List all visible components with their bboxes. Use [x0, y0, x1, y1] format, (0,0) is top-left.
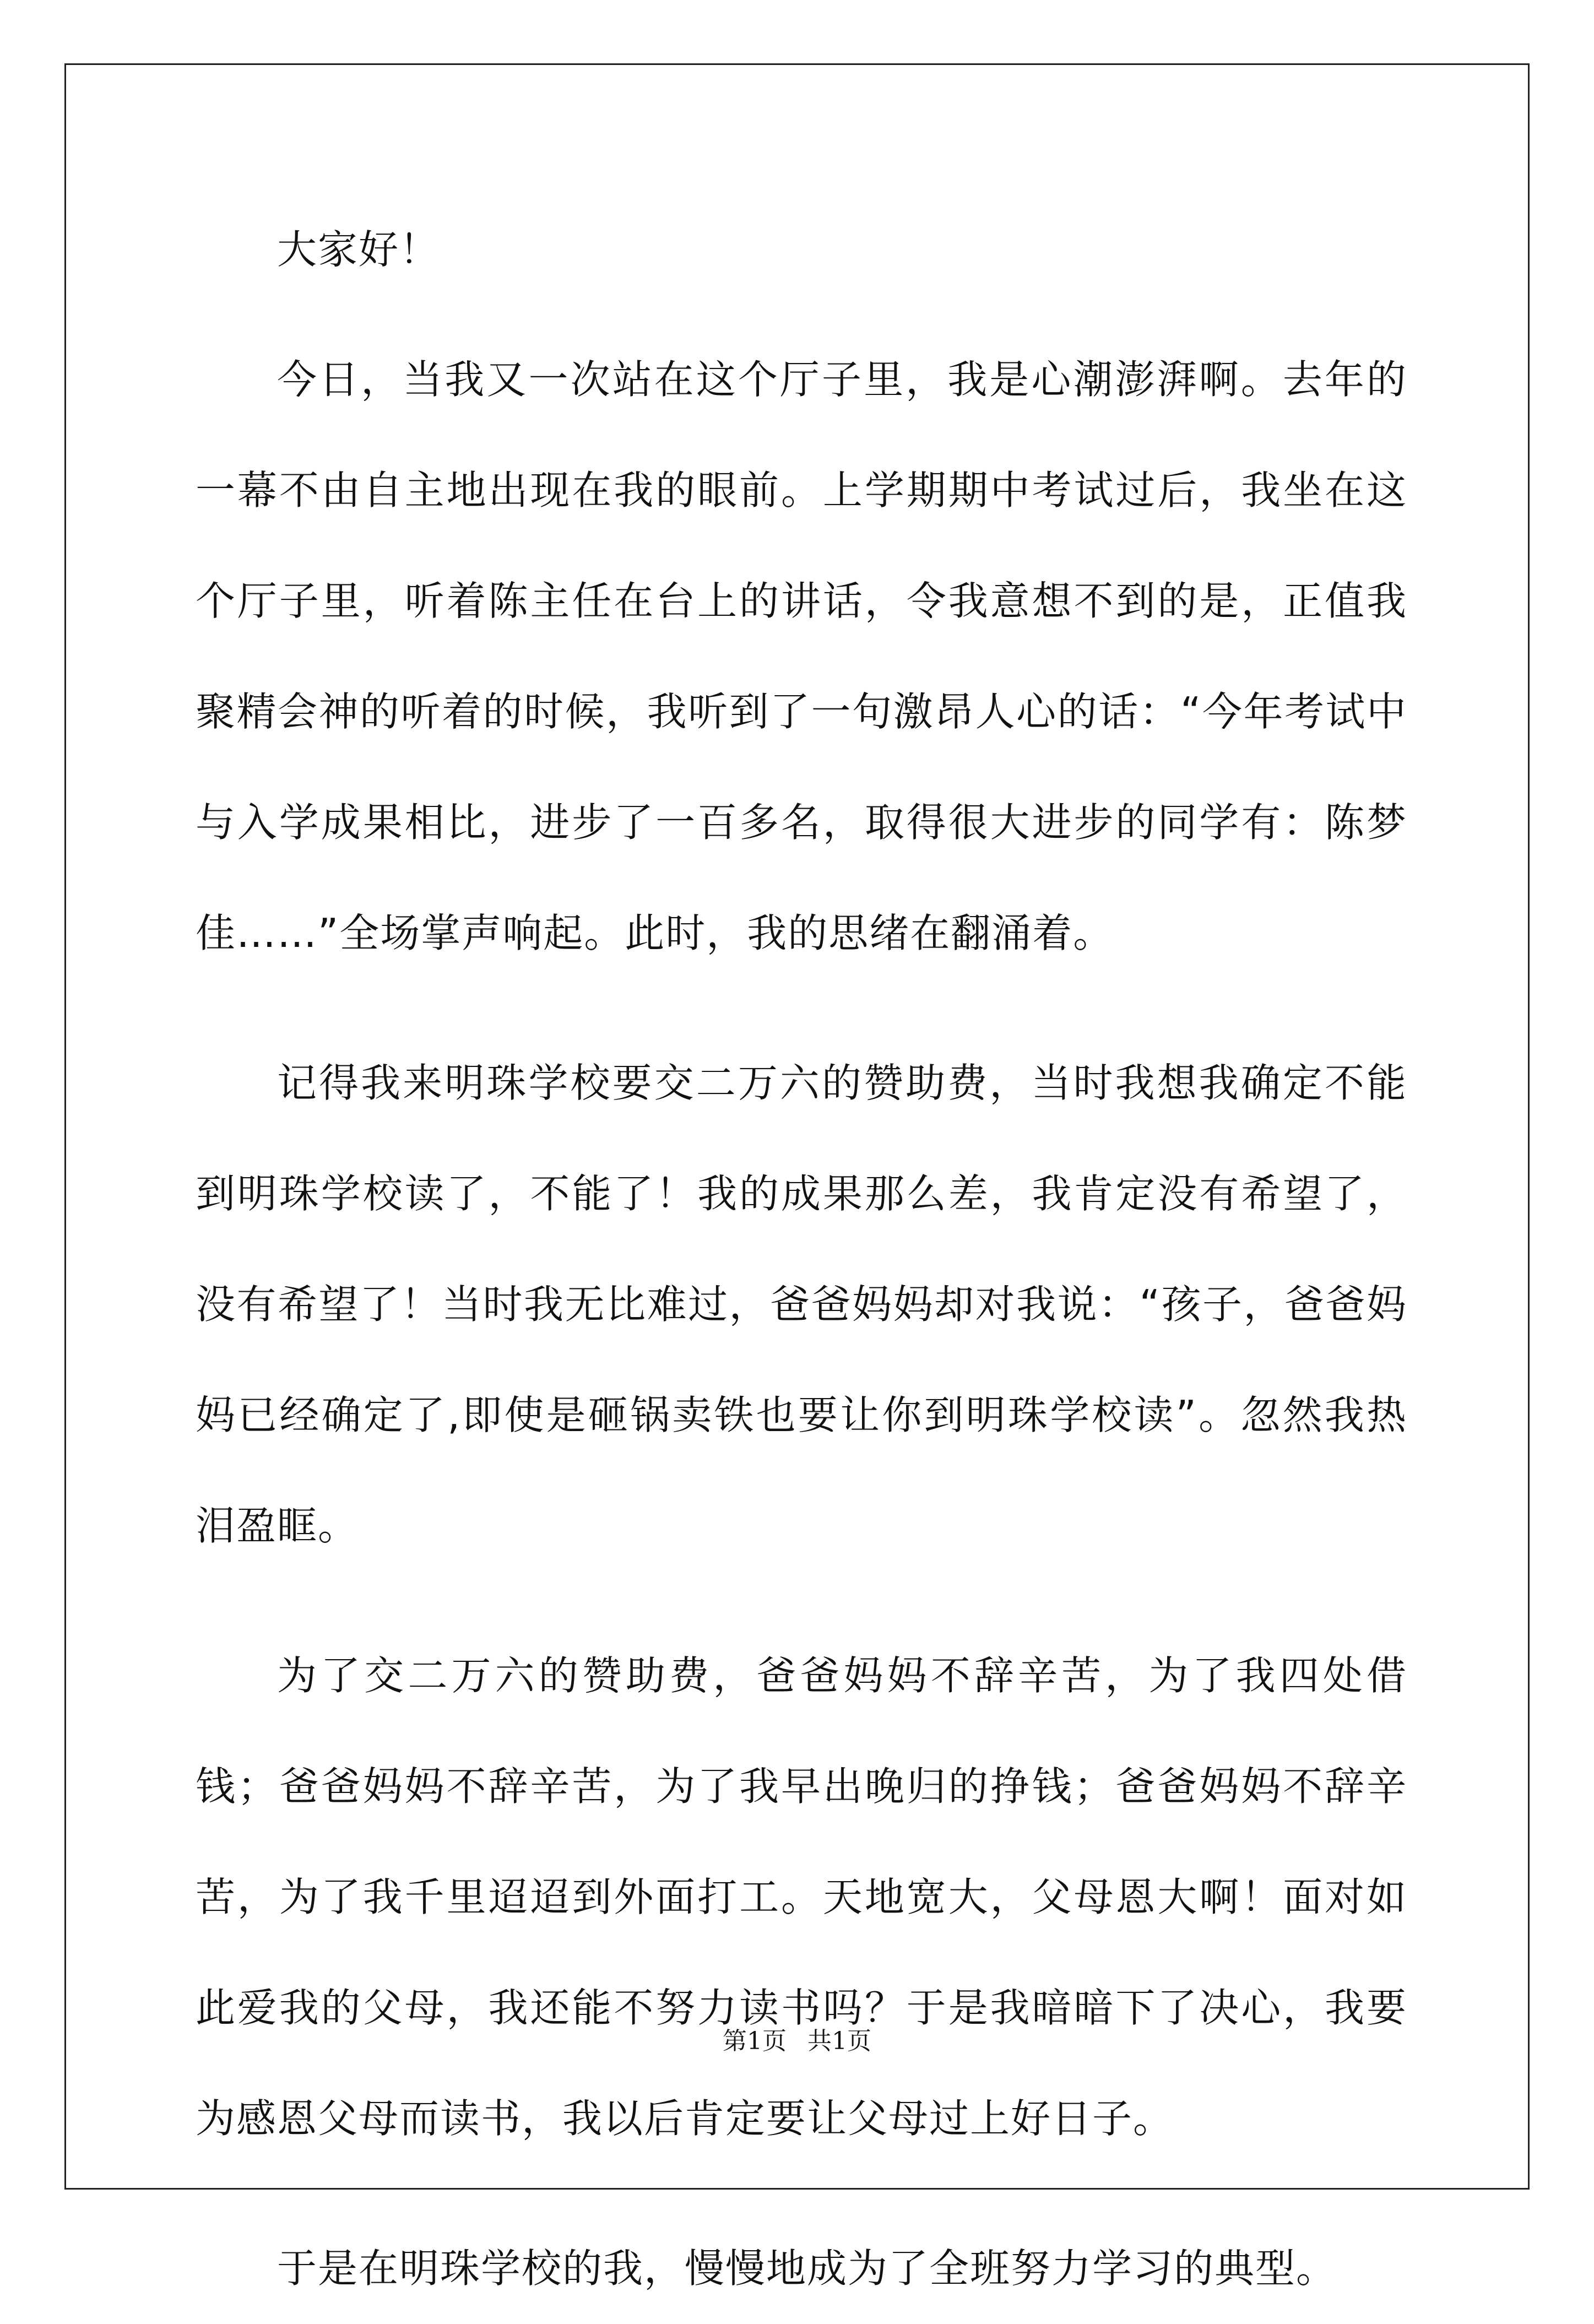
page-number: 第1页 — [723, 2027, 787, 2055]
page-footer — [0, 2025, 1594, 2058]
page-total: 共1页 — [807, 2027, 871, 2055]
document-body — [196, 214, 1407, 2324]
paragraph-4: 于是在明珠学校的我，慢慢地成为了全班努力学习的典型。 — [277, 2245, 1337, 2292]
paragraph-1: 今日，当我又一次站在这个厅子里，我是心潮澎湃啊。去年的一幕不由自主地出现在我的眼前。上学期期中考试过后，我坐在这个厅子里，听着陈主任在台上的讲话，令我意想不到的是，正值我聚精会神的听着的时候，我听到了一句激昂人心的话：“今年考试中与入学成果相比，进步了一百多名，取得很大进步的同学有：陈梦佳……”全场掌声响起。此时，我的思绪在翻涌着。 — [196, 356, 1407, 956]
paragraph-2: 记得我来明珠学校要交二万六的赞助费，当时我想我确定不能到明珠学校读了，不能了！我的成果那么差，我肯定没有希望了，没有希望了！当时我无比难过，爸爸妈妈却对我说：“孩子，爸爸妈妈已经确定了,即使是砸锅卖铁也要让你到明珠学校读”。忽然我热泪盈眶。 — [196, 1060, 1407, 1549]
greeting: 大家好！ — [277, 226, 441, 273]
paragraph-3: 为了交二万六的赞助费，爸爸妈妈不辞辛苦，为了我四处借钱；爸爸妈妈不辞辛苦，为了我早出晚归的挣钱；爸爸妈妈不辞辛苦，为了我千里迢迢到外面打工。天地宽大，父母恩大啊！面对如此爱我的父母，我还能不努力读书吗？于是我暗暗下了决心，我要为感恩父母而读书，我以后肯定要让父母过上好日子。 — [196, 1653, 1407, 2142]
